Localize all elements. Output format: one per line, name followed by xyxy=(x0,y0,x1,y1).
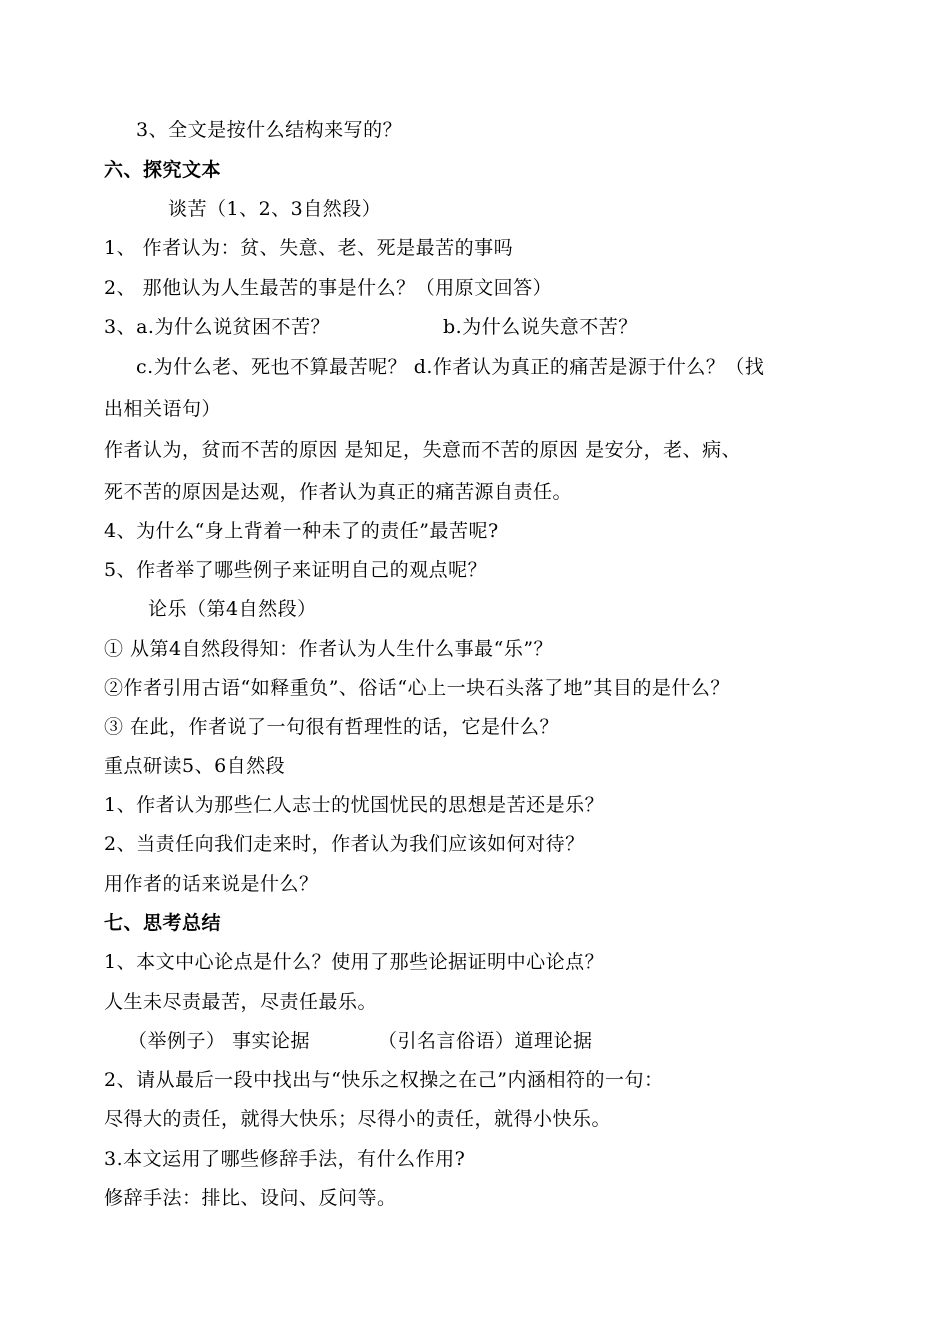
summary-question-2: 2、请从最后一段中找出与“快乐之权操之在己”内涵相符的一句： xyxy=(104,1069,664,1091)
question-2: 2、 那他认为人生最苦的事是什么？（用原文回答） xyxy=(104,277,553,299)
joy-question-1: ① 从第4自然段得知：作者认为人生什么事最“乐”？ xyxy=(104,638,554,660)
answer-reasons: 作者认为，贫而不苦的原因 是知足，失意而不苦的原因 是安分，老、病、 xyxy=(104,439,742,461)
focus-question-2: 2、当责任向我们走来时，作者认为我们应该如何对待？ xyxy=(104,833,585,855)
question-structure: 3、全文是按什么结构来写的？ xyxy=(136,119,403,141)
focus-question-2-cont: 用作者的话来说是什么？ xyxy=(104,873,319,895)
subheading-bitterness: 谈苦（1、2、3自然段） xyxy=(168,198,382,220)
focus-question-1: 1、作者认为那些仁人志士的忧国忧民的思想是苦还是乐？ xyxy=(104,794,605,816)
evidence-reasoning: （引名言俗语）道理论据 xyxy=(378,1030,593,1052)
joy-question-2: ②作者引用古语“如释重负”、俗话“心上一块石头落了地”其目的是什么？ xyxy=(104,677,730,699)
question-3cd: c.为什么老、死也不算最苦呢？ d.作者认为真正的痛苦是源于什么？（找 xyxy=(136,356,765,378)
question-5: 5、作者举了哪些例子来证明自己的观点呢？ xyxy=(104,559,488,581)
summary-question-3: 3.本文运用了哪些修辞手法，有什么作用? xyxy=(104,1148,466,1170)
summary-question-1: 1、本文中心论点是什么？使用了那些论据证明中心论点？ xyxy=(104,951,605,973)
summary-answer-1: 人生未尽责最苦，尽责任最乐。 xyxy=(104,991,378,1013)
section-heading-explore: 六、探究文本 xyxy=(104,159,222,181)
summary-answer-3: 修辞手法：排比、设问、反问等。 xyxy=(104,1187,397,1209)
joy-question-3: ③ 在此，作者说了一句很有哲理性的话，它是什么？ xyxy=(104,716,560,738)
section-heading-summary: 七、思考总结 xyxy=(104,912,222,934)
question-1: 1、 作者认为：贫、失意、老、死是最苦的事吗 xyxy=(104,237,514,259)
question-3cd-cont: 出相关语句） xyxy=(104,398,222,420)
question-4: 4、为什么“身上背着一种未了的责任”最苦呢? xyxy=(104,520,499,542)
evidence-facts: （举例子） 事实论据 xyxy=(128,1030,311,1052)
question-3b: b.为什么说失意不苦？ xyxy=(443,316,638,338)
subheading-joy: 论乐（第4自然段） xyxy=(148,598,317,620)
subheading-focus: 重点研读5、6自然段 xyxy=(104,755,286,777)
answer-reasons-cont: 死不苦的原因是达观，作者认为真正的痛苦源自责任。 xyxy=(104,481,573,503)
summary-answer-2: 尽得大的责任，就得大快乐；尽得小的责任，就得小快乐。 xyxy=(104,1108,612,1130)
question-3a: 3、a.为什么说贫困不苦？ xyxy=(104,316,330,338)
